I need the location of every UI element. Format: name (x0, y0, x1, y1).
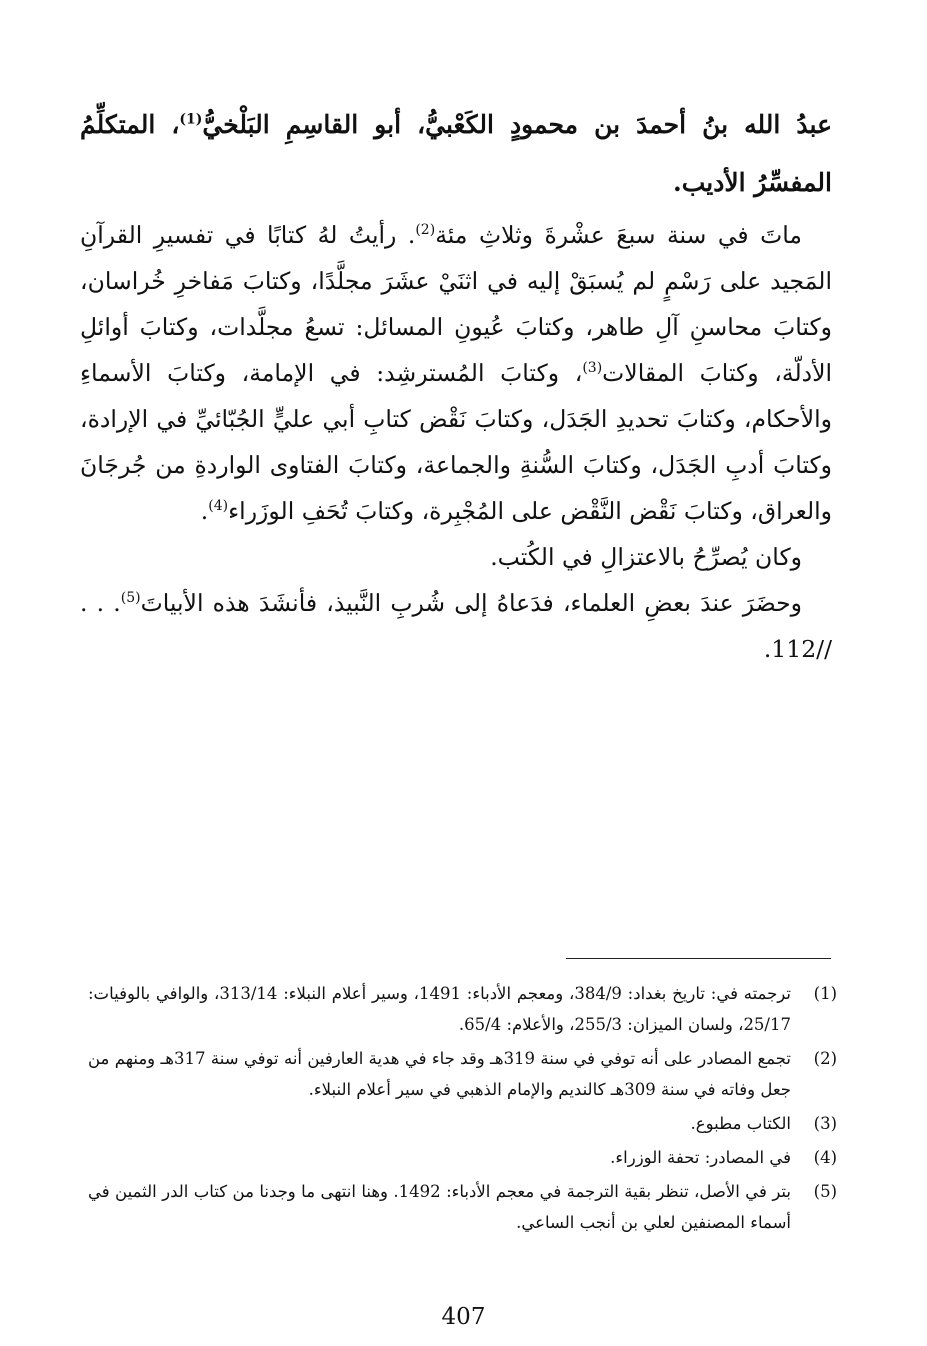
footnote-ref-2[interactable]: (2) (415, 222, 436, 239)
heading-tail: ، المتكلِّمُ المفسِّرُ الأديب. (80, 110, 832, 197)
footnote-5 (88, 1176, 837, 1238)
footnote-1 (88, 978, 837, 1040)
footnote-number: (4) (813, 1148, 837, 1167)
footnote-divider (566, 958, 831, 959)
footnote-number: (5) (813, 1182, 837, 1201)
paragraph-text: . (200, 497, 209, 525)
footnote-text: ترجمته في: تاريخ بغداد: 384/9، ومعجم الأدباء: 1491، وسير أعلام النبلاء: 313/14، والوافي بالوفيات: 25/17، ولسان الميزان: 255/3، والأعلام: 65/4. (88, 984, 791, 1034)
footnote-ref-5[interactable]: (5) (120, 590, 141, 607)
paragraph-text: ، وكتابَ المُسترشِد: في الإمامة، وكتابَ الأسماءِ والأحكام، وكتابَ تحديدِ الجَدَل، وكتابَ نَقْض كتابِ أبي عليٍّ الجُبّائيِّ في الإرادة، وكتابَ أدبِ الجَدَل، وكتابَ السُّنةِ والجماعة، وكتابَ الفتاوى الواردةِ من جُرجَانَ والعراق، وكتابَ نَقْض النَّقْض على المُجْبِرة، وكتابَ تُحَفِ الوزَراء (80, 359, 832, 525)
paragraph-text: وحضَرَ عندَ بعضِ العلماء، فدَعاهُ إلى شُربِ النَّبيذ، فأنشَدَ هذه الأبياتَ (140, 589, 802, 617)
entry-heading (80, 96, 832, 212)
page-number: 407 (441, 1304, 486, 1330)
paragraph-poem-intro (80, 580, 832, 672)
footnote-ref-4[interactable]: (4) (208, 498, 229, 515)
paragraph-tail: . . . //112. (80, 589, 832, 663)
footnote-text: تجمع المصادر على أنه توفي في سنة 319هـ وقد جاء في هدية العارفين أنه توفي سنة 317هـ ومنهم من جعل وفاته في سنة 309هـ كالنديم والإمام الذهبي في سير أعلام النبلاء. (88, 1049, 792, 1099)
main-text (80, 96, 832, 672)
paragraph-death-and-works (80, 212, 832, 534)
footnote-text: بتر في الأصل، تنظر بقية الترجمة في معجم الأدباء: 1492. وهنا انتهى ما وجدنا من كتاب الدر الثمين في أسماء المصنفين لعلي بن أنجب الساعي. (88, 1182, 791, 1232)
footnote-number: (3) (813, 1114, 837, 1133)
heading-text: عبدُ الله بنُ أحمدَ بن محمودٍ الكَعْبيُّ، أبو القاسِمِ البَلْخيُّ (202, 110, 832, 139)
footnote-text: الكتاب مطبوع. (690, 1114, 791, 1133)
paragraph-text: . رأيتُ لهُ كتابًا في تفسيرِ القرآنِ المَجيد على رَسْمٍ لم يُسبَقْ إليه في اثنَيْ عشَرَ مجلَّدًا، وكتابَ مَفاخرِ خُراسان، وكتابَ محاسنِ آلِ طاهر، وكتابَ عُيونِ المسائل: تسعُ مجلَّدات، وكتابَ أوائلِ الأدلّة، وكتابَ المقالات (80, 221, 832, 387)
footnote-ref-3[interactable]: (3) (582, 360, 603, 377)
footnote-text: في المصادر: تحفة الوزراء. (610, 1148, 791, 1167)
footnote-2 (88, 1043, 837, 1105)
paragraph-mutazila: وكان يُصرِّحُ بالاعتزالِ في الكُتب. (490, 543, 802, 571)
paragraph-text: ماتَ في سنة سبعَ عشْرةَ وثلاثِ مئة (435, 221, 802, 249)
footnotes (88, 978, 837, 1241)
footnote-4 (88, 1142, 837, 1173)
footnote-number: (2) (813, 1049, 837, 1068)
footnote-number: (1) (813, 984, 837, 1003)
footnote-ref-1[interactable]: (1) (179, 111, 203, 128)
footnote-3 (88, 1108, 837, 1139)
